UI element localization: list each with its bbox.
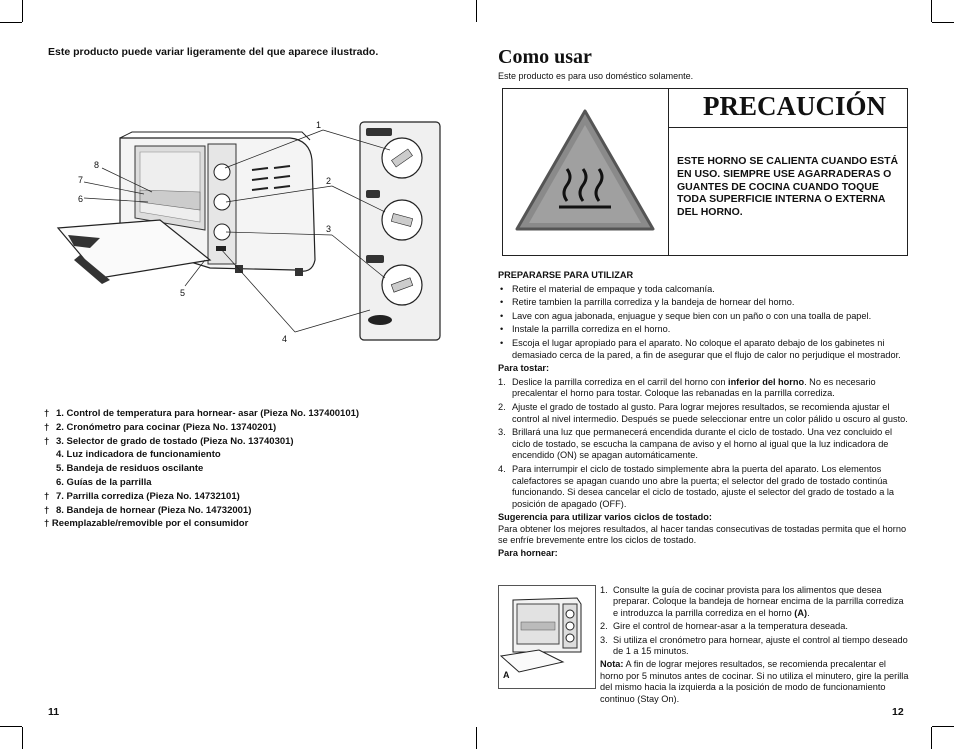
crop-mark (476, 0, 477, 22)
caution-box (502, 88, 908, 256)
list-item: † 3. Selector de grado de tostado (Pieza No. 13740301) (44, 435, 294, 447)
callout-5: 5 (180, 288, 186, 298)
crop-mark (932, 22, 954, 23)
list-item: • Retire tambien la parrilla corrediza y la bandeja de hornear del horno. (498, 297, 908, 309)
crop-mark (0, 22, 22, 23)
caution-text: ESTE HORNO SE CALIENTA CUANDO ESTÁ EN USO. SIEMPRE USE AGARRADERAS O GUANTES DE COCINA CUANDO TOQUE TODA SUPERFICIE INTERNA O EXTERNA DEL HORNO. (677, 155, 899, 219)
callout-6: 6 (78, 194, 84, 204)
hot-surface-warning-icon (503, 89, 668, 255)
list-item: • Retire el material de empaque y toda calcomanía. (498, 284, 908, 296)
callout-3: 3 (326, 224, 332, 234)
callout-7: 7 (78, 175, 84, 185)
crop-mark (932, 726, 954, 727)
illustration-caption: Este producto puede variar ligeramente del que aparece ilustrado. (48, 46, 379, 58)
bake-heading: Para hornear: (498, 548, 558, 559)
instructions (498, 270, 908, 560)
list-item: 3. Brillará una luz que permanecerá encendida durante el ciclo de tostado. Una vez concluido el ciclo de tostado, se escucha la campana de aviso y el horno al igual que la luz indicadora de encendido (ON) se apagan automáticamente. (498, 427, 892, 461)
list-item: † 8. Bandeja de hornear (Pieza No. 14732001) (44, 504, 252, 516)
tip-text: Para obtener los mejores resultados, al hacer tandas consecutivas de tostadas permita que el horno se enfríe brevemente entre los ciclos de tostado. (498, 523, 907, 546)
caution-title: PRECAUCIÓN (703, 91, 887, 121)
list-item: • Instale la parrilla corrediza en el horno. (498, 324, 908, 336)
baking-illustration (498, 585, 596, 689)
crop-mark (0, 726, 22, 727)
tip-heading: Sugerencia para utilizar varios ciclos de tostado: (498, 512, 712, 523)
parts-list (44, 407, 359, 531)
callout-1: 1 (316, 120, 322, 130)
illustration-label: A (503, 670, 510, 680)
footnote: † Reemplazable/removible por el consumidor (44, 518, 249, 530)
list-item: 5. Bandeja de residuos oscilante (56, 463, 204, 475)
crop-mark (22, 0, 23, 22)
page-number-right: 12 (892, 706, 904, 718)
crop-mark (931, 0, 932, 22)
list-item: 3. Si utiliza el cronómetro para hornear, ajuste el control al tiempo deseado de 1 a 15 minutos. (600, 634, 908, 657)
list-item: 4. Para interrumpir el ciclo de tostado simplemente abra la puerta del aparato. Los elementos calefactores se apagan cuando uno abre la puerta; el selector del grado de tostado continúa funcionando. Si desea cancelar el ciclo de tostado, ajuste el selector del grado de tostado a la posición de apagado (OFF). (498, 463, 895, 509)
callout-8: 8 (94, 160, 100, 170)
list-item: 2. Gire el control de hornear-asar a la temperatura deseada. (600, 621, 848, 632)
list-item: 1. Consulte la guía de cocinar provista para los alimentos que desea preparar. Coloque la bandeja de hornear encima de la parrilla corrediza e introduzca la parrilla corrediza en el horno (A). (600, 585, 904, 618)
note: Nota: A fin de lograr mejores resultados, se recomienda precalentar el horno por 5 minutos antes de cocinar. Si no utiliza el minutero, gire la perilla del mismo hacia la izquierda a la posición de modo de funcionamiento continuo (Stay On). (600, 659, 909, 704)
list-item: † 2. Cronómetro para cocinar (Pieza No. 13740201) (44, 421, 277, 433)
prep-heading: PREPARARSE PARA UTILIZAR (498, 270, 634, 280)
list-item: 1. Deslice la parrilla corrediza en el carril del horno con inferior del horno. No es necesario precalentar el horno para tostar. Coloque las rebanadas en la parrilla corrediza. (498, 376, 876, 399)
list-item: 4. Luz indicadora de funcionamiento (56, 449, 221, 461)
callout-4: 4 (282, 334, 288, 344)
bake-steps (600, 585, 910, 705)
page-title: Como usar (498, 46, 592, 68)
list-item: † 7. Parrilla corrediza (Pieza No. 14732101) (44, 490, 240, 502)
crop-mark (931, 727, 932, 749)
list-item: † 1. Control de temperatura para hornear- asar (Pieza No. 137400101) (44, 408, 360, 419)
callout-2: 2 (326, 176, 332, 186)
toast-heading: Para tostar: (498, 363, 550, 374)
toast-list (498, 377, 908, 511)
crop-mark (476, 727, 477, 749)
prep-list (498, 284, 908, 362)
list-item: 2. Ajuste el grado de tostado al gusto. Para lograr mejores resultados, se recomienda ajustar el control al nivel intermedio. Después se puede seleccionar entre un color pálido u oscuro al gusto. (498, 401, 908, 424)
page-number-left: 11 (48, 706, 60, 718)
list-item: • Escoja el lugar apropiado para el aparato. No coloque el aparato debajo de los gabinetes ni demasiado cerca de la pared, a fin de asegurar que el flujo de calor no perjudique el mostrador. (498, 338, 908, 361)
crop-mark (22, 727, 23, 749)
list-item: • Lave con agua jabonada, enjuague y seque bien con un paño o con una toalla de papel. (498, 311, 908, 323)
toaster-oven-diagram (40, 110, 460, 350)
page-subtitle: Este producto es para uso doméstico solamente. (498, 71, 694, 81)
list-item: 6. Guías de la parrilla (56, 476, 152, 488)
